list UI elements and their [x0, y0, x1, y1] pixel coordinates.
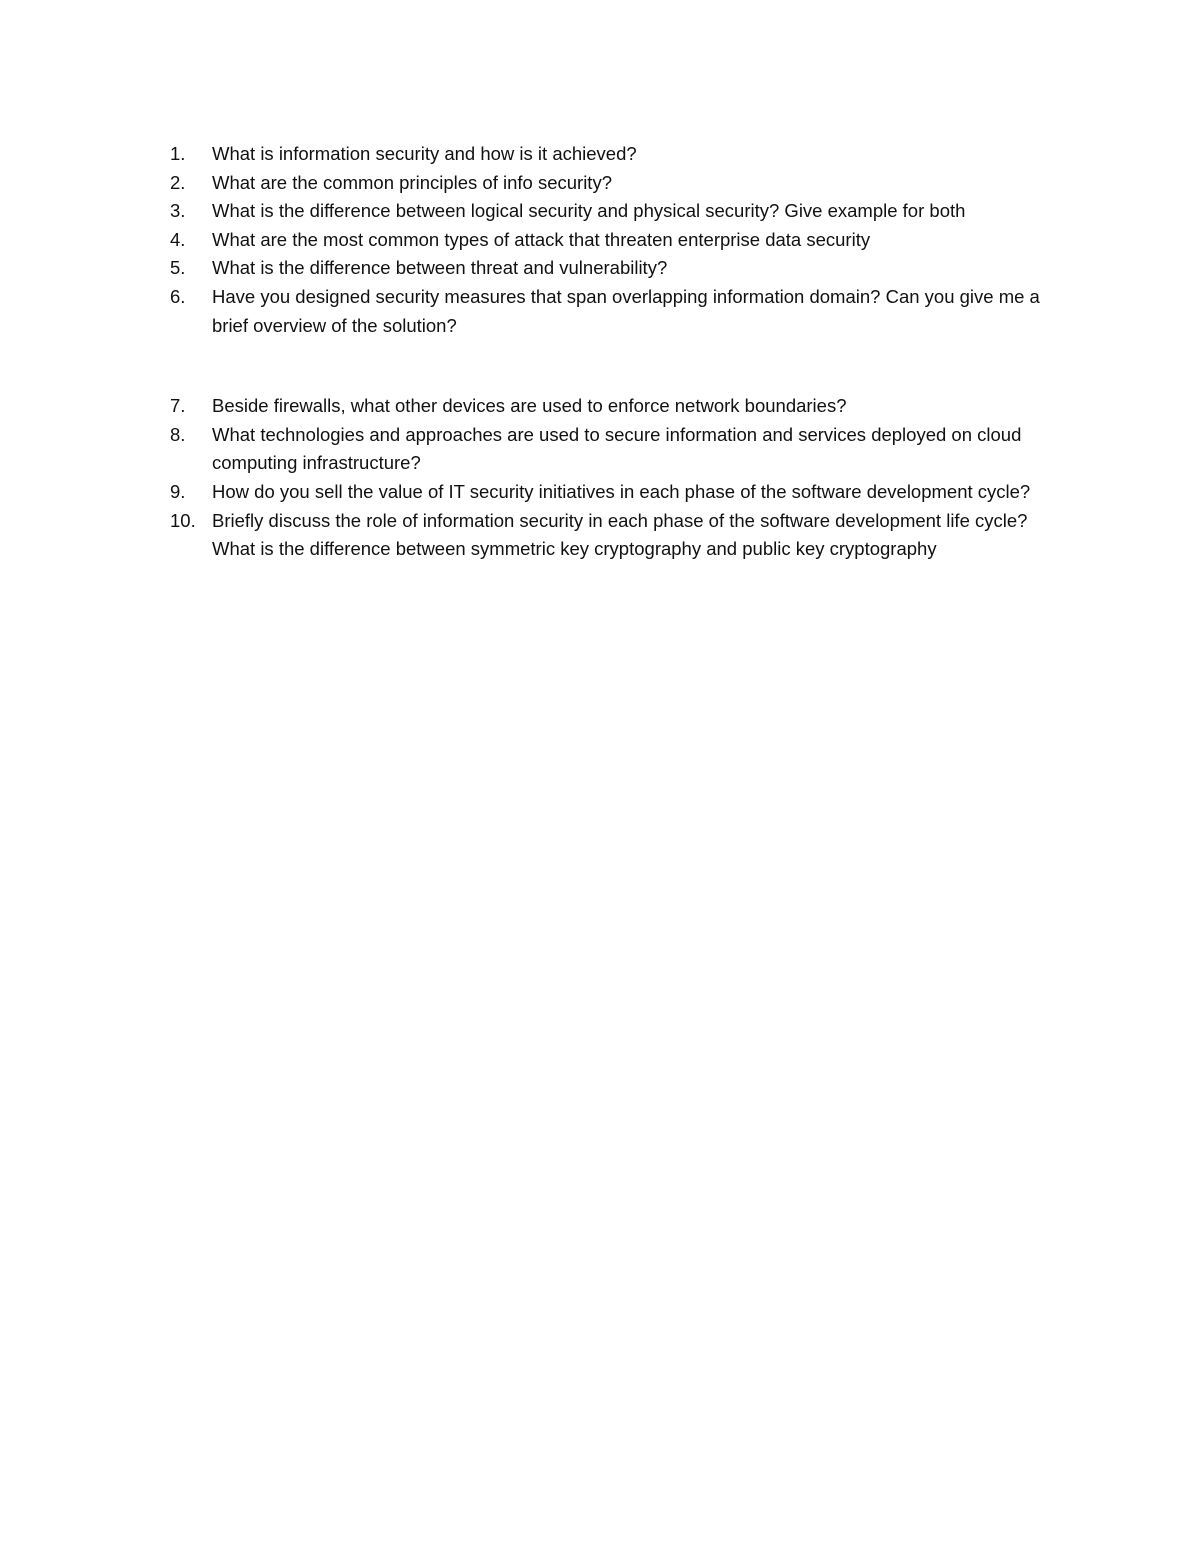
question-text: What are the common principles of info security? [212, 171, 612, 193]
question-text: What are the most common types of attack that threaten enterprise data security [212, 228, 871, 250]
list-number: 10. [170, 509, 196, 531]
list-number: 7. [170, 395, 186, 417]
question-text: What technologies and approaches are used to secure information and services deployed on cloud computing infrastructure? [212, 423, 1022, 474]
paragraph-gap [170, 340, 1070, 392]
question-text: What is the difference between threat and vulnerability? [212, 257, 668, 279]
list-number: 6. [170, 285, 186, 307]
list-item [170, 226, 1070, 255]
list-item [170, 392, 1070, 421]
list-item [170, 169, 1070, 198]
question-text: What is the difference between logical security and physical security? Give example for both [212, 200, 966, 222]
question-text: Have you designed security measures that span overlapping information domain? Can you give me a brief overview of the solution? [212, 285, 1040, 336]
list-number: 3. [170, 200, 186, 222]
list-number: 1. [170, 143, 186, 164]
list-number: 2. [170, 171, 186, 193]
question-text: How do you sell the value of IT security initiatives in each phase of the software development cycle? [212, 480, 1031, 502]
list-number: 8. [170, 423, 186, 445]
list-item [170, 254, 1070, 283]
question-list [170, 140, 1070, 564]
question-text: Briefly discuss the role of information security in each phase of the software development life cycle? What is the difference between symmetric key cryptography and public key cryptography [212, 509, 1028, 560]
list-item [170, 478, 1070, 507]
list-item [170, 140, 1070, 169]
list-number: 4. [170, 228, 186, 250]
list-item [170, 507, 1070, 564]
question-text: Beside firewalls, what other devices are used to enforce network boundaries? [212, 395, 847, 417]
list-item [170, 421, 1070, 478]
list-number: 9. [170, 480, 186, 502]
question-text: What is information security and how is it achieved? [212, 143, 637, 164]
list-item [170, 197, 1070, 226]
list-number: 5. [170, 257, 186, 279]
list-item [170, 283, 1070, 340]
